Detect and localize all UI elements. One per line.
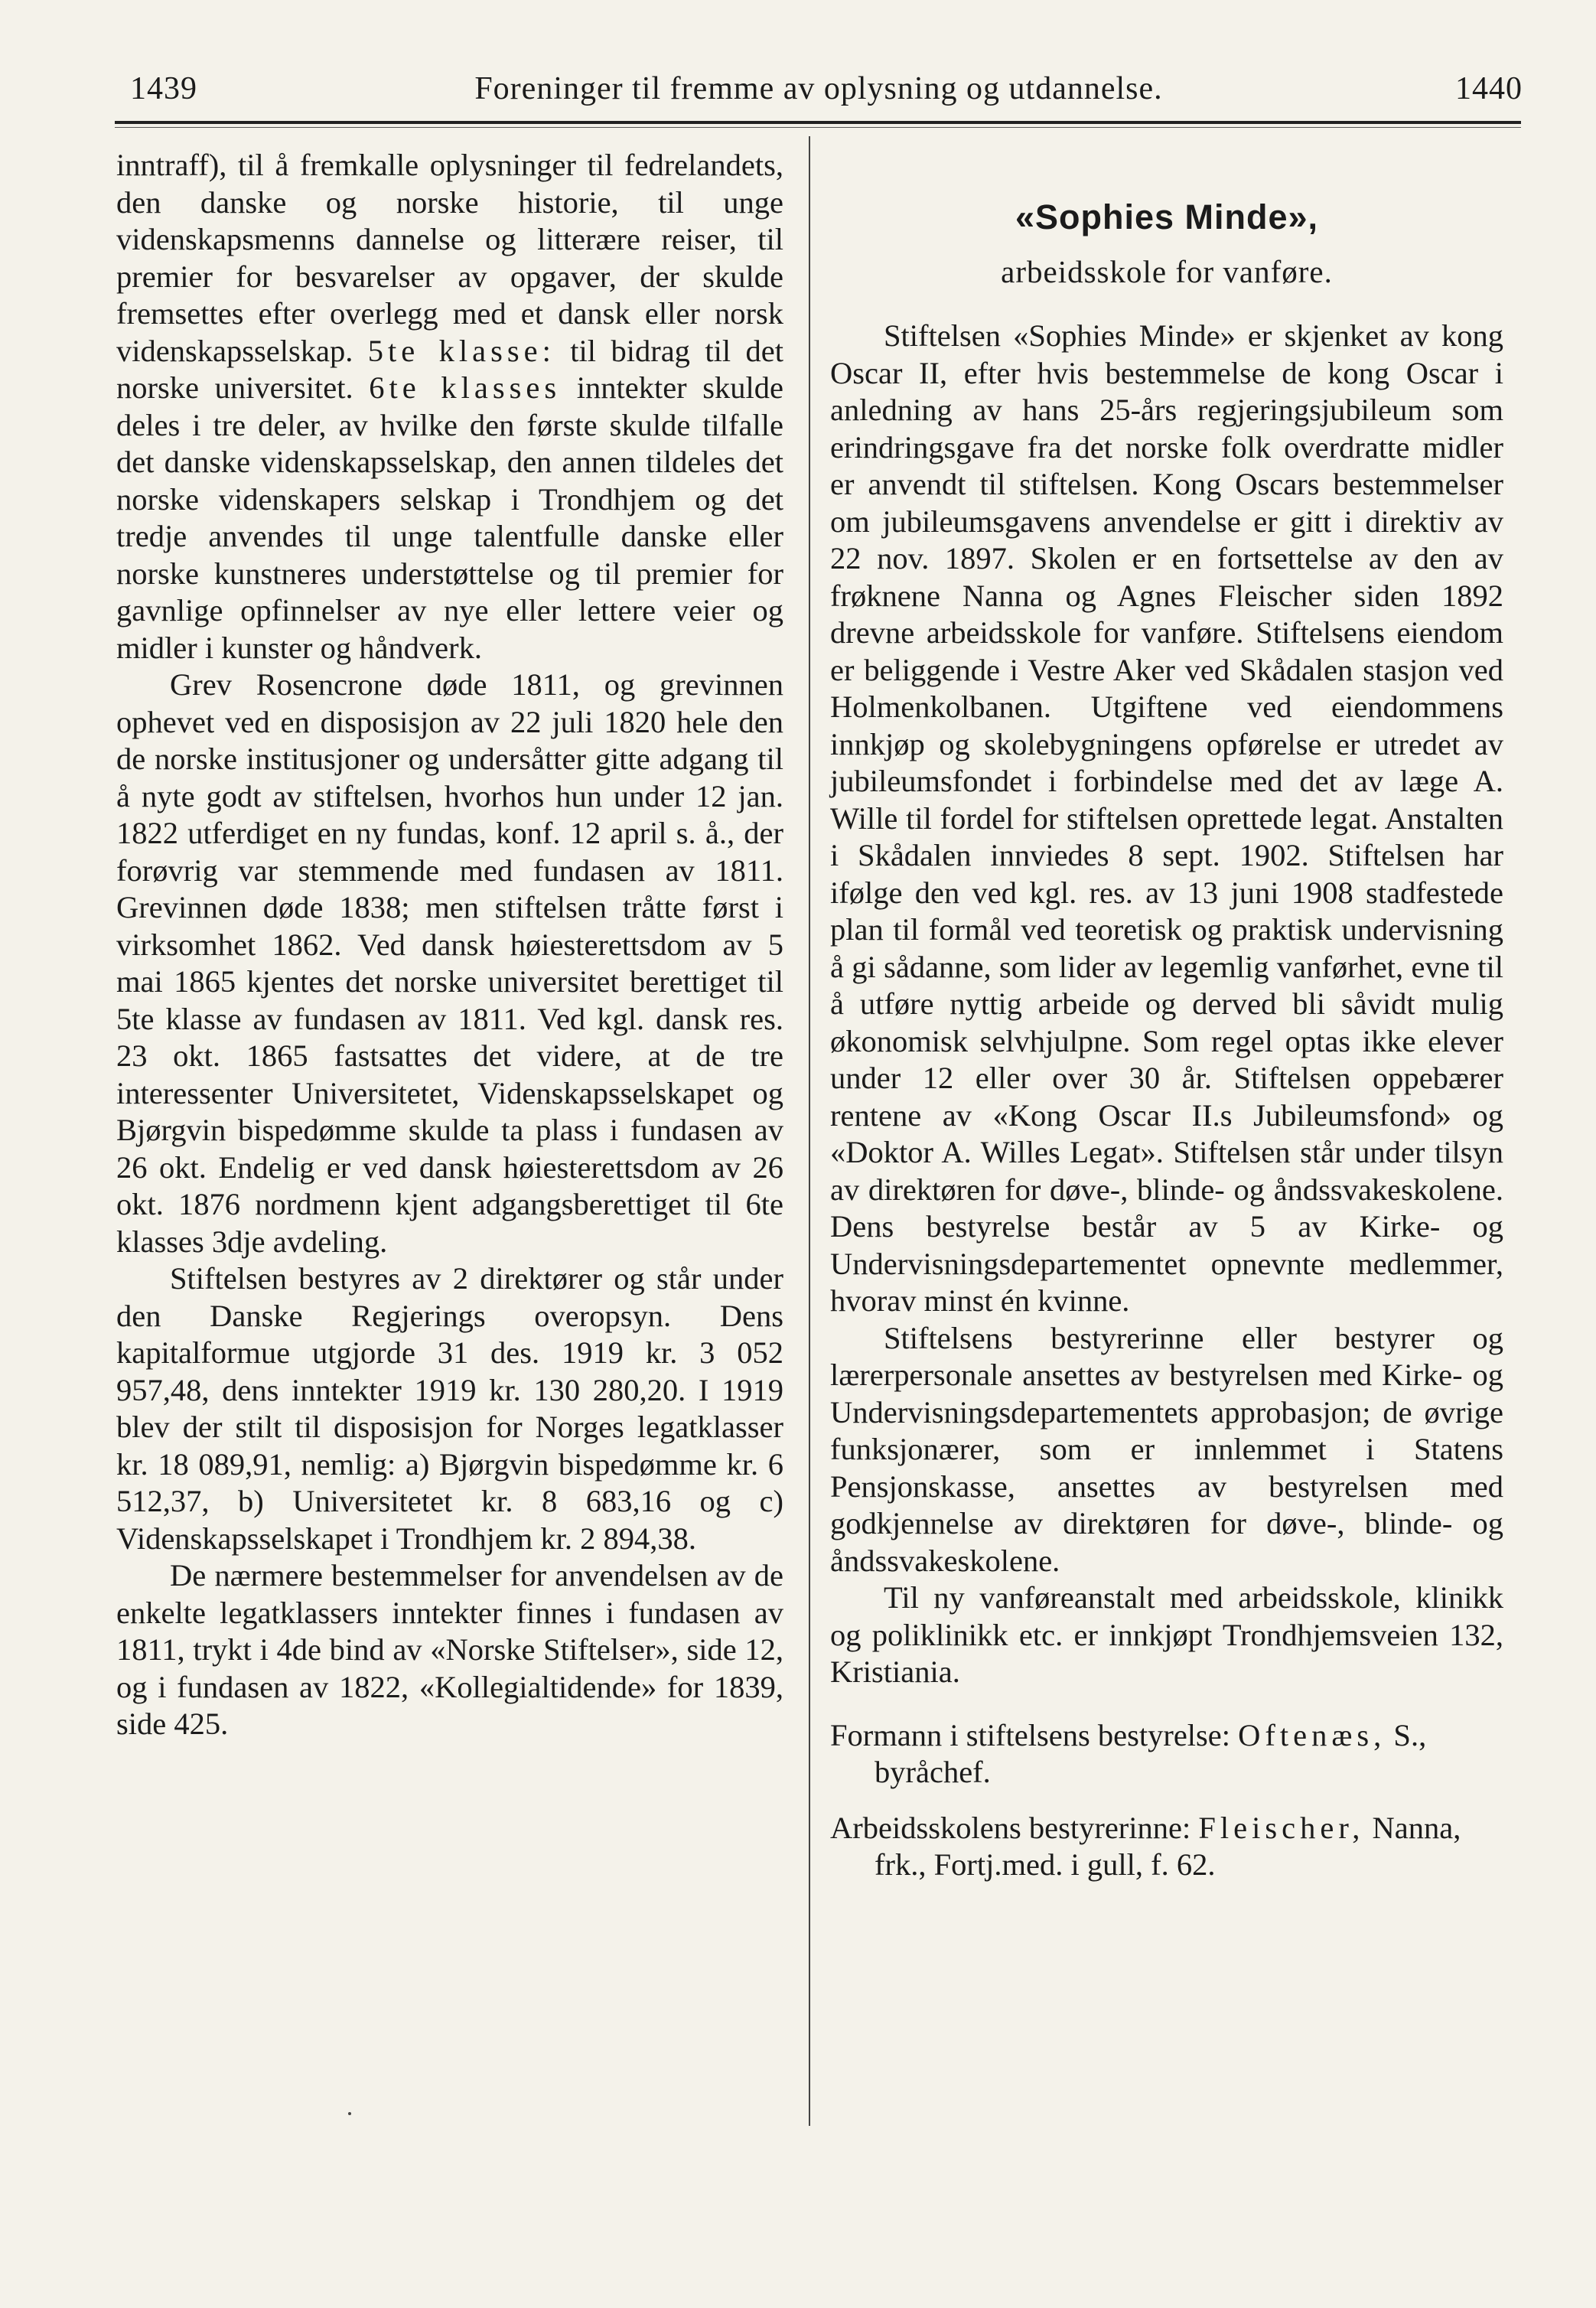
entry-details: S., byråchef.	[875, 1717, 1427, 1789]
print-speck	[348, 2112, 351, 2115]
spaced-term: 6te klasses	[369, 370, 562, 405]
left-column	[116, 147, 783, 1743]
entry-details: Nanna, frk., Fortj.med. i gull, f. 62.	[875, 1810, 1461, 1882]
running-title: Foreninger til fremme av oplysning og utdannelse.	[474, 71, 1163, 106]
right-paragraph-3: Til ny vanføreanstalt med arbeidsskole, klinikk og poliklinikk etc. er innkjøpt Trondhjemsveien 132, Kristiania.	[830, 1580, 1503, 1689]
spaced-term: 5te klasse:	[367, 333, 555, 368]
header-rule-thin	[115, 127, 1521, 128]
header-rule	[115, 121, 1521, 124]
board-chair-entry	[830, 1717, 1503, 1791]
section-title: «Sophies Minde»,	[1015, 197, 1319, 236]
entry-label: Arbeidsskolens bestyrerinne:	[830, 1810, 1199, 1845]
left-paragraph-4: De nærmere bestemmelser for anvendelsen av de enkelte legatklassers inntekter finnes i fundasen av 1811, trykt i 4de bind av «Norske Stiftelser», side 12, og i fundasen av 1822, «Kollegialtidende» for 1839, side 425.	[116, 1558, 783, 1741]
text-run: inntraff), til å fremkalle oplysninger til fedrelandets, den danske og norske historie, til unge videnskapsmenns dannelse og litterære reiser, til premier for besvarelser av opgaver, der skulde fremsettes efter overlegg med et dansk eller norsk videnskapsselskap.	[116, 148, 783, 368]
page-header	[115, 70, 1523, 116]
left-paragraph-2: Grev Rosencrone døde 1811, og grevinnen ophevet ved en disposisjon av 22 juli 1820 hele den de norske institusjoner og undersåtter gitte adgang til å nyte godt av stiftelsen, hvorhos hun under 12 jan. 1822 utferdiget en ny fundas, konf. 12 april s. å., der forøvrig var stemmende med fundasen av 1811. Grevinnen døde 1838; men stiftelsen tråtte først i virksomhet 1862. Ved dansk høiesterettsdom av 5 mai 1865 kjentes det norske universitet berettiget til 5te klasse av fundasen av 1811. Ved kgl. dansk res. 23 okt. 1865 fastsattes det videre, at de tre interessenter Universitetet, Videnskapsselskapet og Bjørgvin bispedømme skulde ta plass i fundasen av 26 okt. Endelig er ved dansk høiesterettsdom av 26 okt. 1876 nordmenn kjent adgangsberettiget til 6te klasses 3dje avdeling.	[116, 667, 783, 1259]
text-run: til bidrag til det norske universitet.	[116, 333, 783, 405]
right-paragraph-1: Stiftelsen «Sophies Minde» er skjenket av kong Oscar II, efter hvis bestemmelse de kong Oscar i anledning av hans 25-års regjeringsjubileum som erindringsgave fra det norske folk overdratte midler er anvendt til stiftelsen. Kong Oscars bestemmelser om jubileumsgavens anvendelse er gitt i direktiv av 22 nov. 1897. Skolen er en fortsettelse av den av frøknene Nanna og Agnes Fleischer siden 1892 drevne arbeidsskole for vanføre. Stiftelsens eiendom er beliggende i Vestre Aker ved Skådalen stasjon ved Holmenkolbanen. Utgiftene ved eiendommens innkjøp og skolebygningens opførelse er utredet av jubileumsfondet i forbindelse med det av læge A. Wille til fordel for stiftelsen oprettede legat. Anstalten i Skådalen innviedes 8 sept. 1902. Stiftelsen har ifølge den ved kgl. res. av 13 juni 1908 stadfestede plan til formål ved teoretisk og praktisk undervisning å gi sådanne, som lider av legemlig vanførhet, evne til å utføre nyttig arbeide og derved bli såvidt mulig økonomisk selvhjulpne. Som regel optas ikke elever under 12 eller over 30 år. Stiftelsen oppebærer rentene av «Kong Oscar II.s Jubileumsfond» og «Doktor A. Willes Legat». Stiftelsen står under tilsyn av direktøren for døve-, blinde- og åndssvakeskolene. Dens bestyrelse består av 5 av Kirke- og Undervisningsdepartementet opnevnte medlemmer, hvorav minst én kvinne.	[830, 318, 1503, 1318]
right-paragraph-2: Stiftelsens bestyrerinne eller bestyrer og lærerpersonale ansettes av bestyrelsen med Kirke- og Undervisningsdepartementets approbasjon; de øvrige funksjonærer, som er innlemmet i Statens Pensjonskasse, ansettes av bestyrelsen med godkjennelse av direktøren for døve-, blinde- og åndssvakeskolene.	[830, 1320, 1503, 1578]
left-paragraph-1	[116, 147, 783, 667]
page-number-right: 1440	[1455, 71, 1523, 106]
text-run: inntekter skulde deles i tre deler, av hvilke den første skulde tilfalle det danske videnskapsselskap, den annen tildeles det norske videnskapers selskap i Trondhjem og det tredje anvendes til unge talentfulle danske eller norske kunstneres understøttelse og til premier for gavnlige opfinnelser av nye eller lettere veier og midler i kunster og håndverk.	[116, 370, 784, 665]
left-paragraph-3: Stiftelsen bestyres av 2 direktører og står under den Danske Regjerings overopsyn. Dens kapitalformue utgjorde 31 des. 1919 kr. 3 052 957,48, dens inntekter 1919 kr. 130 280,20. I 1919 blev der stilt til disposisjon for Norges legatklasser kr. 18 089,91, nemlig: a) Bjørgvin bispedømme kr. 6 512,37, b) Universitetet kr. 8 683,16 og c) Videnskapsselskapet i Trondhjem kr. 2 894,38.	[116, 1261, 783, 1556]
right-column	[830, 147, 1503, 1884]
section-subtitle: arbeidsskole for vanføre.	[1001, 253, 1333, 289]
entry-label: Formann i stiftelsens bestyrelse:	[830, 1717, 1239, 1752]
page-number-left: 1439	[130, 71, 197, 106]
entry-name: Oftenæs,	[1238, 1717, 1386, 1752]
entry-name: Fleischer,	[1198, 1810, 1365, 1845]
headmistress-entry	[830, 1810, 1503, 1884]
column-divider	[809, 136, 810, 2126]
